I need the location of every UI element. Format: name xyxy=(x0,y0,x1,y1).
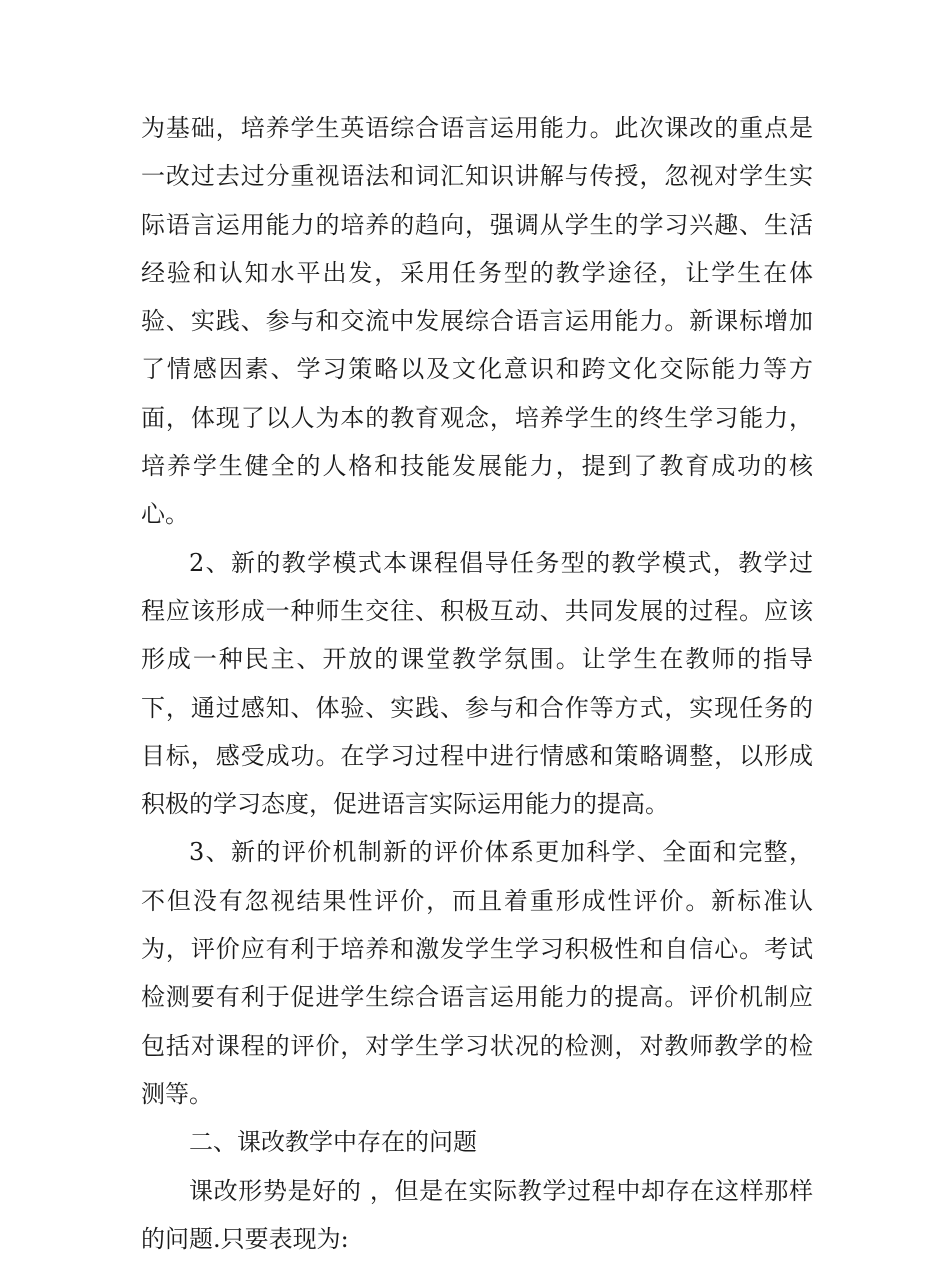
text-line: 心。 xyxy=(141,500,189,529)
text-line: 积极的学习态度，促进语言实际运用能力的提高。 xyxy=(141,790,669,819)
text-line: 下，通过感知、体验、实践、参与和合作等方式，实现任务的 xyxy=(141,693,813,722)
paragraph-curriculum-focus xyxy=(141,104,813,539)
text-line: 为，评价应有利于培养和激发学生学习积极性和自信心。考试 xyxy=(141,935,813,964)
paragraph-teaching-mode xyxy=(141,539,813,829)
text-line: 形成一种民主、开放的课堂教学氛围。让学生在教师的指导 xyxy=(141,645,813,674)
text-line: 测等。 xyxy=(141,1079,213,1108)
text-line: 了情感因素、学习策略以及文化意识和跨文化交际能力等方 xyxy=(141,355,813,384)
section-heading: 二、课改教学中存在的问题 xyxy=(189,1128,477,1157)
text-line: 检测要有利于促进学生综合语言运用能力的提高。评价机制应 xyxy=(141,983,813,1012)
text-line: 经验和认知水平出发，采用任务型的教学途径，让学生在体 xyxy=(141,258,813,287)
text-line: 不但没有忽视结果性评价，而且着重形成性评价。新标准认 xyxy=(141,886,813,915)
text-line: 的问题.只要表现为: xyxy=(141,1224,349,1253)
text-line: 程应该形成一种师生交往、积极互动、共同发展的过程。应该 xyxy=(141,596,813,625)
text-line: 面，体现了以人为本的教育观念，培养学生的终生学习能力， xyxy=(141,403,813,432)
document-body xyxy=(141,104,813,1263)
text-line: 2、新的教学模式本课程倡导任务型的教学模式，教学过 xyxy=(189,548,813,577)
text-line: 培养学生健全的人格和技能发展能力，提到了教育成功的核 xyxy=(141,452,813,481)
text-line: 课改形势是好的 ，但是在实际教学过程中却存在这样那样 xyxy=(189,1176,813,1205)
text-line: 验、实践、参与和交流中发展综合语言运用能力。新课标增加 xyxy=(141,307,813,336)
text-line: 际语言运用能力的培养的趋向，强调从学生的学习兴趣、生活 xyxy=(141,210,813,239)
text-line: 3、新的评价机制新的评价体系更加科学、全面和完整， xyxy=(189,838,813,867)
paragraph-problems-intro xyxy=(141,1167,813,1263)
text-line: 一改过去过分重视语法和词汇知识讲解与传授，忽视对学生实 xyxy=(141,162,813,191)
text-line: 包括对课程的评价，对学生学习状况的检测，对教师教学的检 xyxy=(141,1031,813,1060)
paragraph-evaluation-mechanism xyxy=(141,828,813,1118)
section-heading-problems xyxy=(141,1118,813,1166)
text-line: 为基础，培养学生英语综合语言运用能力。此次课改的重点是 xyxy=(141,114,813,142)
text-line: 目标，感受成功。在学习过程中进行情感和策略调整，以形成 xyxy=(141,741,813,770)
